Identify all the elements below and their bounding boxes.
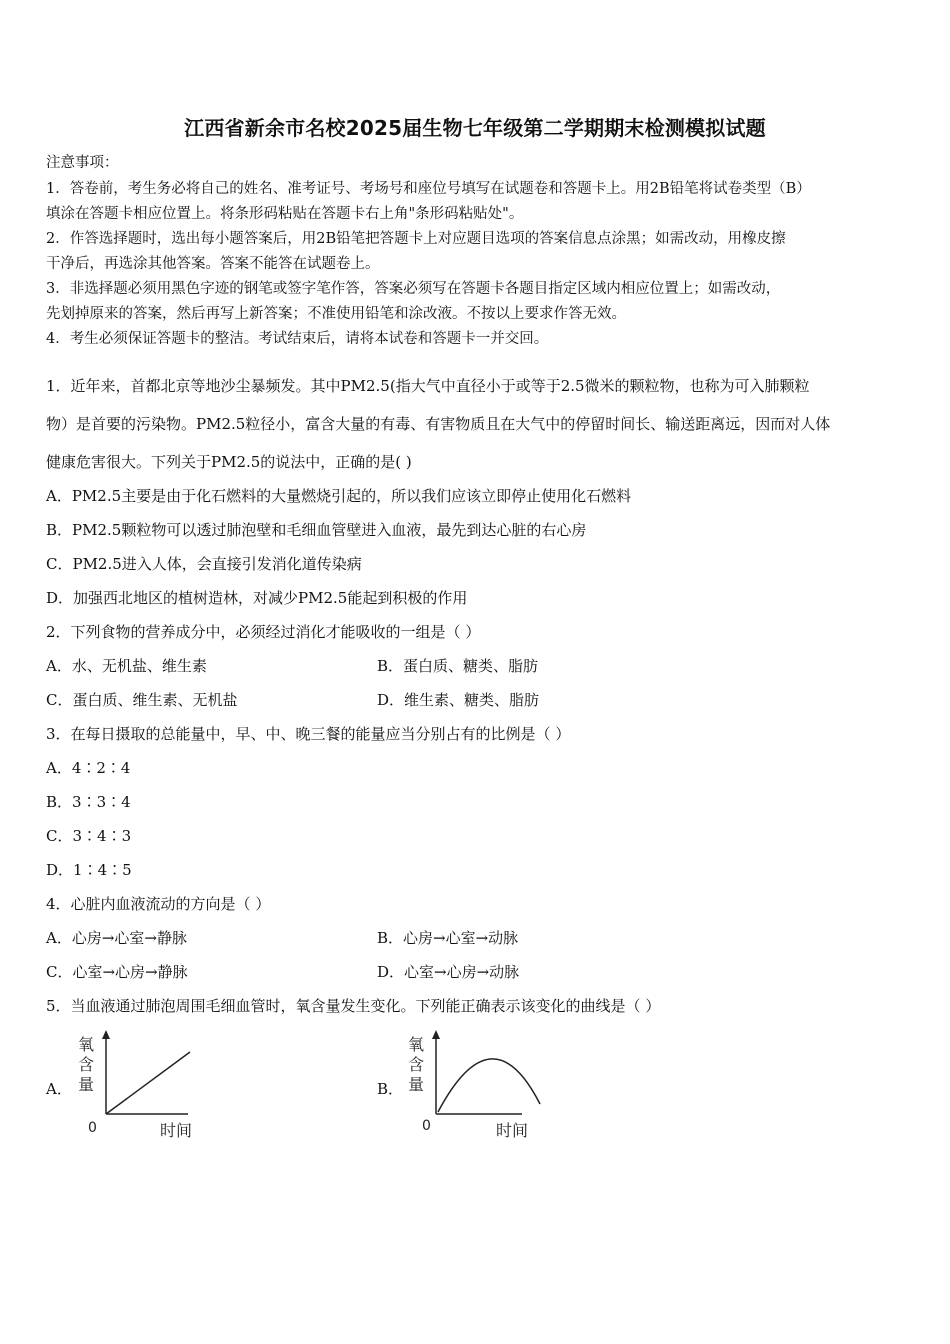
graph-a-origin: 0 <box>88 1120 97 1136</box>
graph-a-ylabel-2: 含 <box>78 1055 95 1074</box>
graph-a-ylabel-3: 量 <box>78 1075 95 1094</box>
q4-option-b: B．心房→心室→动脉 <box>377 929 519 947</box>
q2-option-a: A．水、无机盐、维生素 <box>46 657 207 675</box>
graph-a-xlabel: 时间 <box>160 1121 193 1140</box>
q4-option-d: D．心室→心房→动脉 <box>377 963 520 981</box>
q5-option-b-label: B． <box>377 1080 404 1098</box>
notice-line: 2．作答选择题时，选出每小题答案后，用2B铅笔把答题卡上对应题目选项的答案信息点涂黑；如需改动，用橡皮擦 <box>46 231 786 247</box>
q1-option-b: B．PM2.5颗粒物可以透过肺泡壁和毛细血管壁进入血液，最先到达心脏的右心房 <box>46 521 587 539</box>
q1-stem-line: 1．近年来，首都北京等地沙尘暴频发。其中PM2.5(指大气中直径小于或等于2.5微米的颗粒物，也称为可入肺颗粒 <box>46 377 810 395</box>
q5-option-a-label: A． <box>46 1080 72 1098</box>
q3-stem: 3．在每日摄取的总能量中，早、中、晚三餐的能量应当分别占有的比例是（ ） <box>46 725 571 743</box>
q5-stem: 5．当血液通过肺泡周围毛细血管时，氧含量发生变化。下列能正确表示该变化的曲线是（ ） <box>46 997 661 1015</box>
graph-b-y-arrow <box>432 1030 440 1039</box>
q2-option-c: C．蛋白质、维生素、无机盐 <box>46 691 238 709</box>
graph-b-curve <box>438 1059 540 1112</box>
graph-b-xlabel: 时间 <box>496 1121 529 1140</box>
notice-line: 1．答卷前，考生务必将自己的姓名、准考证号、考场号和座位号填写在试题卷和答题卡上。用2B铅笔将试卷类型（B） <box>46 181 811 197</box>
graph-a-ylabel-1: 氧 <box>78 1035 95 1054</box>
graph-a-curve <box>106 1052 190 1114</box>
q3-option-d: D．1∶4∶5 <box>46 861 132 879</box>
q5-graph-a <box>72 1030 222 1149</box>
q3-option-c: C．3∶4∶3 <box>46 827 132 845</box>
q4-stem: 4．心脏内血液流动的方向是（ ） <box>46 895 271 913</box>
graph-b-origin: 0 <box>422 1118 431 1134</box>
q1-option-c: C．PM2.5进入人体，会直接引发消化道传染病 <box>46 555 362 573</box>
notice-line: 先划掉原来的答案，然后再写上新答案；不准使用铅笔和涂改液。不按以上要求作答无效。 <box>46 306 626 322</box>
q1-stem-line: 健康危害很大。下列关于PM2.5的说法中，正确的是( ) <box>46 453 412 471</box>
q3-option-b: B．3∶3∶4 <box>46 793 131 811</box>
q1-option-d: D．加强西北地区的植树造林，对减少PM2.5能起到积极的作用 <box>46 589 468 607</box>
page-title: 江西省新余市名校2025届生物七年级第二学期期末检测模拟试题 <box>184 116 766 140</box>
q2-option-b: B．蛋白质、糖类、脂肪 <box>377 657 539 675</box>
q5-graph-b <box>402 1030 552 1149</box>
notice-line: 干净后，再选涂其他答案。答案不能答在试题卷上。 <box>46 256 380 272</box>
graph-b-ylabel-1: 氧 <box>408 1035 425 1054</box>
notice-heading: 注意事项： <box>46 155 119 171</box>
q1-stem-line: 物）是首要的污染物。PM2.5粒径小，富含大量的有毒、有害物质且在大气中的停留时间长、输送距离远，因而对人体 <box>46 415 831 433</box>
q4-option-a: A．心房→心室→静脉 <box>46 929 187 947</box>
notice-line: 3．非选择题必须用黑色字迹的钢笔或签字笔作答，答案必须写在答题卡各题目指定区域内相应位置上；如需改动， <box>46 281 781 297</box>
graph-a-y-arrow <box>102 1030 110 1039</box>
q1-option-a: A．PM2.5主要是由于化石燃料的大量燃烧引起的，所以我们应该立即停止使用化石燃料 <box>46 487 632 505</box>
notice-line: 填涂在答题卡相应位置上。将条形码粘贴在答题卡右上角"条形码粘贴处"。 <box>46 206 524 222</box>
graph-b-ylabel-3: 量 <box>408 1075 425 1094</box>
q4-option-c: C．心室→心房→静脉 <box>46 963 188 981</box>
q2-stem: 2．下列食物的营养成分中，必须经过消化才能吸收的一组是（ ） <box>46 623 481 641</box>
graph-b-ylabel-2: 含 <box>408 1055 425 1074</box>
q3-option-a: A．4∶2∶4 <box>46 759 131 777</box>
notice-line: 4．考生必须保证答题卡的整洁。考试结束后，请将本试卷和答题卡一并交回。 <box>46 331 549 347</box>
q2-option-d: D．维生素、糖类、脂肪 <box>377 691 540 709</box>
